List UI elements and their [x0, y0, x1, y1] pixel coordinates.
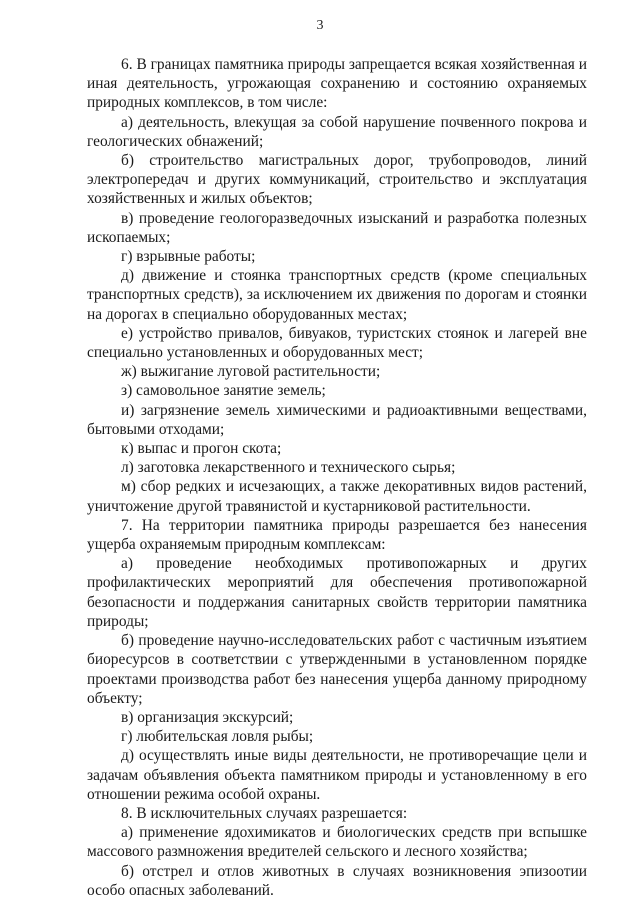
list-item-7a: а) проведение необходимых противопожарных и других профилактических мероприятий для обеспечения противопожарной безопасности и поддержания санитарных свойств территории памятника природы; [87, 555, 587, 630]
list-item-7d: д) осуществлять иные виды деятельности, не противоречащие цели и задачам объявления объекта памятником природы и установленному в его отношении режима особой охраны. [87, 747, 587, 803]
document-body [87, 55, 587, 900]
list-item-7b: б) проведение научно-исследовательских работ с частичным изъятием биоресурсов в соответствии с утвержденными в установленном порядке проектами производства работ без нанесения ущерба данному природному объекту; [87, 632, 587, 707]
list-item-6b: б) строительство магистральных дорог, трубопроводов, линий электропередач и других коммуникаций, строительство и эксплуатация хозяйственных и жилых объектов; [87, 152, 587, 208]
list-item-6v: в) проведение геологоразведочных изысканий и разработка полезных ископаемых; [87, 209, 587, 246]
list-item-6a: а) деятельность, влекущая за собой нарушение почвенного покрова и геологических обнажений; [87, 113, 587, 150]
list-item-6i: и) загрязнение земель химическими и радиоактивными веществами, бытовыми отходами; [87, 401, 587, 438]
list-item-6z: з) самовольное занятие земель; [121, 382, 326, 400]
list-item-6zh: ж) выжигание луговой растительности; [121, 363, 381, 381]
list-item-6g: г) взрывные работы; [121, 248, 256, 266]
paragraph-7: 7. На территории памятника природы разрешается без нанесения ущерба охраняемым природным комплексам: [87, 516, 587, 554]
list-item-7g: г) любительская ловля рыбы; [121, 728, 314, 746]
page-number: 3 [316, 18, 324, 33]
list-item-8a: а) применение ядохимикатов и биологических средств при вспышке массового размножения вредителей сельского и лесного хозяйства; [87, 824, 587, 861]
list-item-6k: к) выпас и прогон скота; [121, 440, 282, 458]
list-item-7v: в) организация экскурсий; [121, 708, 294, 726]
paragraph-8: 8. В исключительных случаях разрешается: [121, 804, 408, 822]
list-item-8b: б) отстрел и отлов животных в случаях возникновения эпизоотии особо опасных заболеваний. [87, 862, 587, 899]
list-item-6l: л) заготовка лекарственного и технического сырья; [121, 459, 456, 477]
list-item-6m: м) сбор редких и исчезающих, а также декоративных видов растений, уничтожение другой травянистой и кустарниковой растительности. [87, 478, 587, 515]
list-item-6d: д) движение и стоянка транспортных средств (кроме специальных транспортных средств), за исключением их движения по дорогам и стоянки на дорогах в специально оборудованных местах; [87, 267, 587, 323]
paragraph-6: 6. В границах памятника природы запрещается всякая хозяйственная и иная деятельность, угрожающая сохранению и состоянию охраняемых природных комплексов, в том числе: [87, 56, 587, 112]
list-item-6e: е) устройство привалов, бивуаков, туристских стоянок и лагерей вне специально установленных и оборудованных мест; [87, 324, 587, 362]
